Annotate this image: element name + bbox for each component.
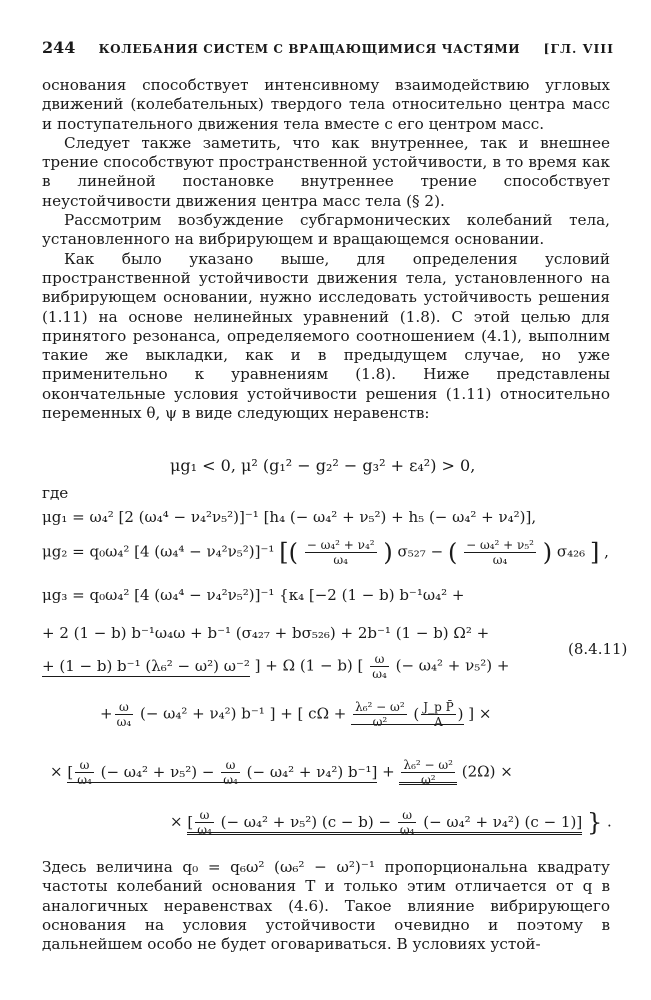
fraction xyxy=(398,808,417,837)
fraction-numerator: λ₆² − ω² xyxy=(403,758,453,772)
equation-g3-line5: × [ $\frac{\omega}{\text{ω₄}}$ (− ω₄² + ν₅²) − $\frac{\omega}{\text{ω₄}}$ (− ω₄² + ν₄²) b⁻¹] + $\frac{\text{λ₆² − ω²}}{\text{ω²}}$ (2Ω) × xyxy=(50,758,513,787)
fraction xyxy=(370,652,389,681)
fraction xyxy=(195,808,214,837)
equation-g3-line6: × [ $\frac{\omega}{\text{ω₄}}$ (− ω₄² + ν₅²) (c − b) − $\frac{\omega}{\text{ω₄}}$ (− ω₄² + ν₄²) (c − 1)] } . xyxy=(170,808,612,837)
g3-line3b: ] + Ω (1 − b) [ xyxy=(254,656,364,675)
paren-open: ( xyxy=(447,538,458,567)
body-text xyxy=(42,76,610,423)
fraction-numerator: − ω₄² + ν₄² xyxy=(306,538,375,552)
fraction-numerator: J_p P̄ xyxy=(423,700,454,714)
equation-g2: μg₂ = q₀ω₄² [4 (ω₄⁴ − ν₄²ν₅²)]⁻¹ [( $\frac{\text{− ω₄² + ν₄²}}{\text{ω₄}}$ ) σ₅₂₇ − ( $\frac{\text{− ω₄² + ν₅²}}{\text{ω₄}}$ ) σ₄₂₆ ] , xyxy=(42,538,609,567)
double-underlined-term: [ $\frac{\omega}{\text{ω₄}}$ (− ω₄² + ν₅²) (c − b) − $\frac{\omega}{\text{ω₄}}$ (− ω₄² + ν₄²) (c − 1)] xyxy=(187,808,583,837)
fraction-numerator: ω xyxy=(115,700,134,715)
fraction-denominator: ω₄ xyxy=(333,553,348,567)
fraction-denominator: ω₄ xyxy=(399,823,415,837)
g2-lead: μg₂ = q₀ω₄² [4 (ω₄⁴ − ν₄²ν₅²)]⁻¹ xyxy=(42,542,275,561)
equation-number: (8.4.11) xyxy=(568,640,628,658)
paren-close: ) xyxy=(383,538,393,567)
equation-g3-line2: + 2 (1 − b) b⁻¹ω₄ω + b⁻¹ (σ₄₂₇ + bσ₅₂₆) + 2b⁻¹ (1 − b) Ω² + xyxy=(42,624,490,642)
g3-line6a: (− ω₄² + ν₅²) (c − b) − xyxy=(220,812,392,831)
fraction-denominator: ω₄ xyxy=(492,553,508,567)
fraction-numerator: ω xyxy=(370,652,389,667)
fraction-denominator: ω₄ xyxy=(77,773,92,787)
running-title: КОЛЕБАНИЯ СИСТЕМ С ВРАЩАЮЩИМИСЯ ЧАСТЯМИ xyxy=(98,42,521,56)
g3-line5a: (− ω₄² + ν₅²) − xyxy=(100,762,215,781)
fraction-denominator: A xyxy=(434,715,443,729)
where-word: где xyxy=(42,484,69,502)
underlined-term: + (1 − b) b⁻¹ (λ₆² − ω²) ω⁻² xyxy=(42,656,250,675)
fraction xyxy=(464,538,536,567)
paragraph-4: Как было указано выше, для определения условий пространственной устойчивости движения тела, установленного на вибрирующем основании, нужно исследовать устойчивость решения (1.11) на основе нелинейных уравнений (1.8). С этой целью для принятого резонанса, определяемого соотношением (4.1), выполним такие же выкладки, как и в предыдущем случае, но уже применительно к уравнениям (1.8). Ниже представлены окончательные условия устойчивости решения (1.11) относительно переменных θ, ψ в виде следующих неравенств: xyxy=(42,249,610,423)
paren-close: ) xyxy=(542,538,553,567)
fraction-denominator: ω² xyxy=(420,773,436,787)
paragraph-3: Рассмотрим возбуждение субгармонических колебаний тела, установленного на вибрирующем и вращающемся основании. xyxy=(42,211,610,249)
fraction-denominator: ω² xyxy=(372,715,388,729)
paragraph-1: основания способствует интенсивному взаимодействию угловых движений (колебательных) твердого тела относительно центра масс и поступательного движения тела вместе с его центром масс. xyxy=(42,76,610,133)
underlined-term: [ $\frac{\omega}{\text{ω₄}}$ (− ω₄² + ν₅²) − $\frac{\omega}{\text{ω₄}}$ (− ω₄² + ν₄²) b⁻¹] xyxy=(67,758,378,787)
g3-line4b: ] × xyxy=(468,704,492,723)
page-number: 244 xyxy=(42,38,76,57)
equation-g1: μg₁ = ω₄² [2 (ω₄⁴ − ν₄²ν₅²)]⁻¹ [h₄ (− ω₄² + ν₅²) + h₅ (− ω₄² + ν₄²)], xyxy=(42,508,537,526)
fraction xyxy=(221,758,240,787)
page-header xyxy=(42,38,614,62)
fraction xyxy=(353,700,407,729)
g3-line4a: (− ω₄² + ν₄²) b⁻¹ ] + [ cΩ + xyxy=(139,704,347,723)
fraction-numerator: ω xyxy=(195,808,214,823)
equation-g3-line1: μg₃ = q₀ω₄² [4 (ω₄⁴ − ν₄²ν₅²)]⁻¹ {κ₄ [−2 (1 − b) b⁻¹ω₄² + xyxy=(42,586,465,604)
fraction-denominator: ω₄ xyxy=(223,773,238,787)
brace-close: } xyxy=(586,808,603,837)
fraction xyxy=(401,758,455,787)
paragraph-2: Следует также заметить, что как внутреннее, так и внешнее трение способствуют пространственной устойчивости, в то время как в линейной постановке внутреннее трение способствует неустойчивости движения центра масс тела (§ 2). xyxy=(42,133,610,210)
fraction-numerator: ω xyxy=(221,758,240,773)
fraction-denominator: ω₄ xyxy=(197,823,212,837)
g3-line5c: (2Ω) × xyxy=(461,762,513,781)
fraction-numerator: λ₆² − ω² xyxy=(355,700,405,714)
g3-line3c: (− ω₄² + ν₅²) + xyxy=(395,656,510,675)
fraction-numerator: ω xyxy=(398,808,417,823)
g3-line6b: (− ω₄² + ν₄²) (c − 1) xyxy=(423,812,577,831)
g2-tail: σ₄₂₆ xyxy=(556,542,586,561)
equation-g3-line4: + $\frac{\omega}{\text{ω₄}}$ (− ω₄² + ν₄²) b⁻¹ ] + [ cΩ + $\frac{\text{λ₆² − ω²}}{\text{ω²}}$ ( $\frac{\text{J\_p P̄}}{A}$ ) ] × xyxy=(100,700,492,729)
fraction xyxy=(421,700,455,729)
fraction xyxy=(75,758,94,787)
fraction-denominator: ω₄ xyxy=(372,667,387,681)
chapter-label: [ГЛ. VIII xyxy=(543,41,614,56)
stability-inequalities: μg₁ < 0, μ² (g₁² − g₂² − g₃² + ε₄²) > 0, xyxy=(170,456,476,475)
fraction-denominator: ω₄ xyxy=(116,715,132,729)
bracket-open: [( xyxy=(279,538,298,567)
fraction xyxy=(305,538,377,567)
bracket-close: ] xyxy=(589,538,600,567)
double-underlined-term xyxy=(399,758,457,787)
fraction-numerator: − ω₄² + ν₅² xyxy=(466,538,534,552)
closing-paragraph: Здесь величина q₀ = q₆ω² (ω₆² − ω²)⁻¹ пропорциональна квадрату частоты колебаний основания T и только этим отличается от q в аналогичных неравенствах (4.6). Такое влияние вибрирующего основания на условия устойчивости очевидно и поэтому в дальнейшем особо не будет оговариваться. В условиях устой- xyxy=(42,858,610,954)
fraction xyxy=(115,700,134,729)
fraction-numerator: ω xyxy=(75,758,94,773)
equation-g3-line3 xyxy=(42,652,509,681)
underlined-term: $\frac{\text{λ₆² − ω²}}{\text{ω²}}$ ( $\frac{\text{J\_p P̄}}{A}$ ) xyxy=(351,705,463,725)
g2-mid: σ₅₂₇ − xyxy=(397,542,444,561)
g3-line5b: (− ω₄² + ν₄²) b⁻¹ xyxy=(246,762,372,781)
